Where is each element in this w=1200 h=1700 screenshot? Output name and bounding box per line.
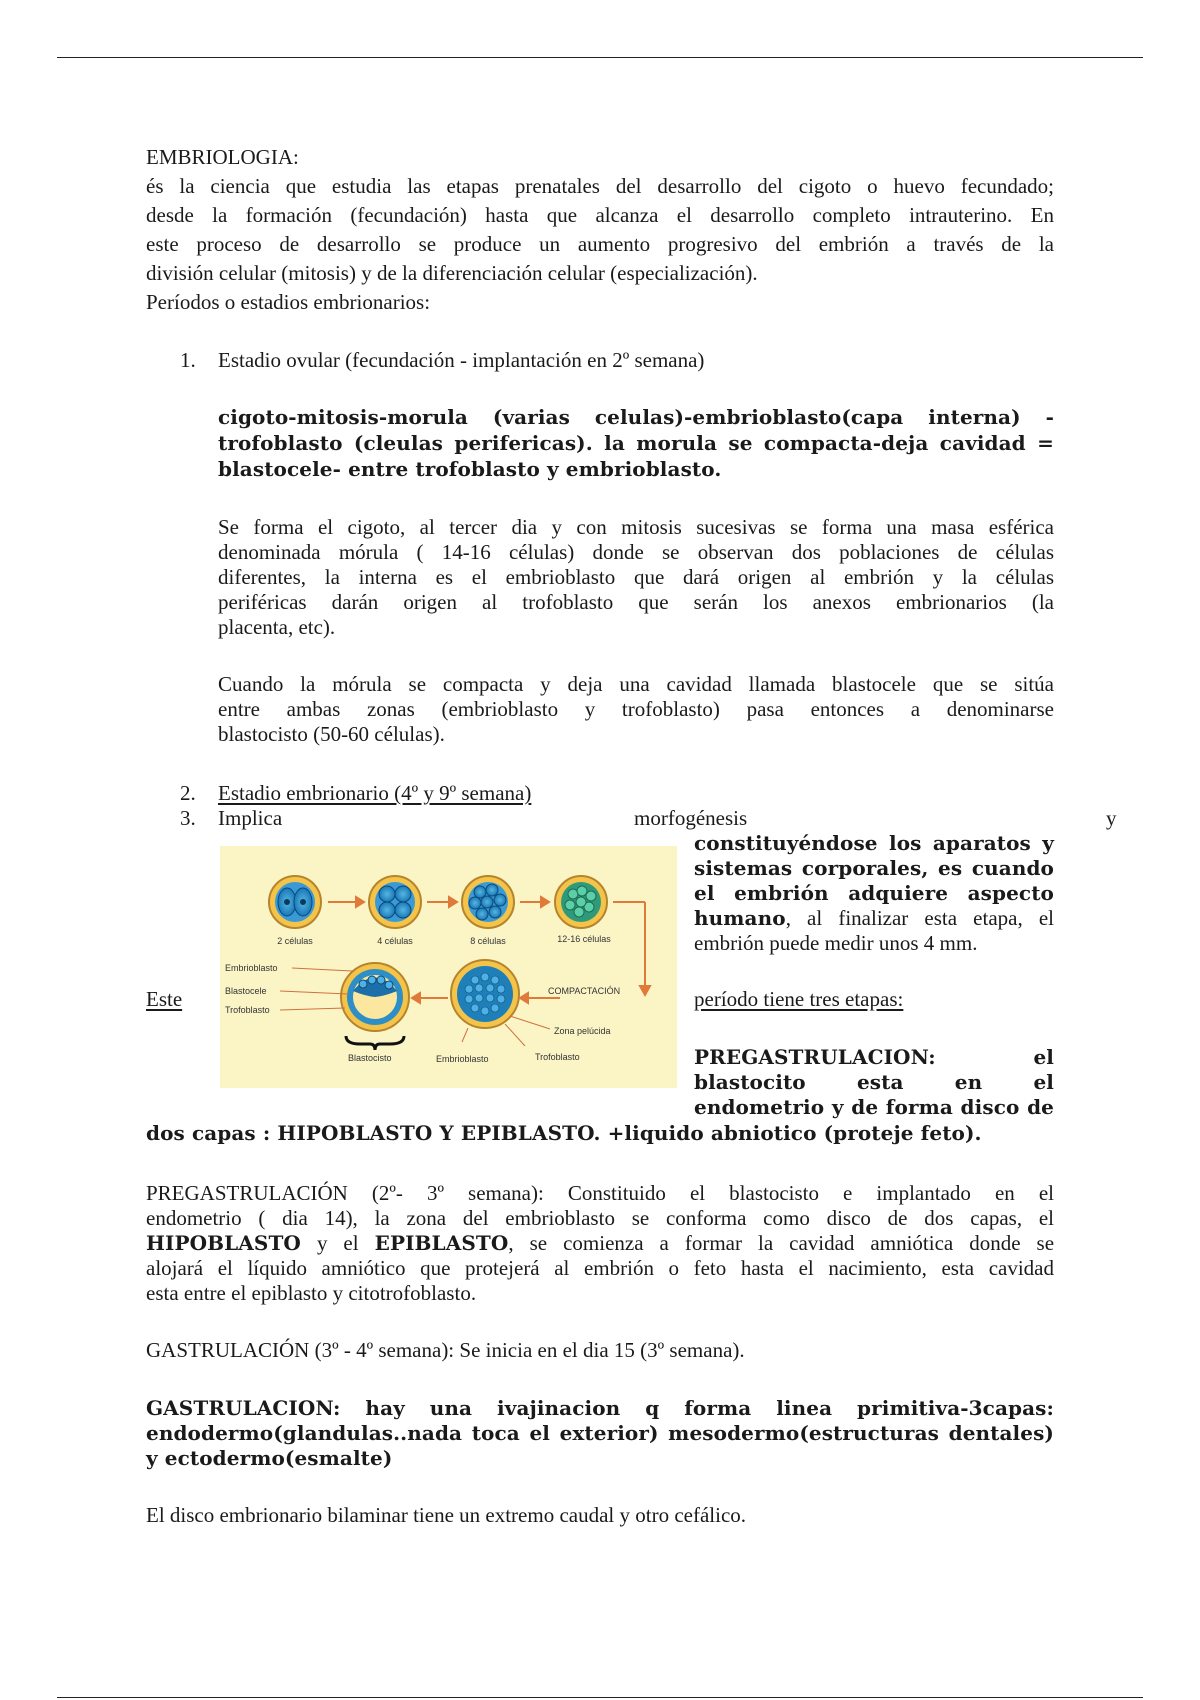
gastrulacion-bold-line: y ectodermo(esmalte)	[146, 1446, 393, 1470]
este-right-text: período tiene tres etapas:	[694, 987, 904, 1011]
disco-line: El disco embrionario bilaminar tiene un extremo caudal y otro cefálico.	[146, 1503, 747, 1527]
rightcol-line	[694, 905, 1054, 931]
pregas-line: endometrio y de forma disco de	[694, 1095, 1054, 1119]
morula-line: entre ambas zonas (embrioblasto y trofoblasto) pasa entonces a denominarse	[218, 697, 1054, 721]
cigoto-line: periféricas darán origen al trofoblasto que serán los anexos embrionarios (la	[218, 590, 1054, 614]
rightcol-rest: , al finalizar esta etapa, el	[785, 906, 1054, 930]
blastocyst	[341, 963, 409, 1031]
este-left	[146, 986, 206, 1012]
compacted-morula	[451, 960, 519, 1028]
label-embrioblasto: Embrioblasto	[225, 963, 278, 973]
item3-word2: morfogénesis	[634, 806, 748, 830]
pregas-mid: y el	[300, 1231, 375, 1255]
label-12-16-cells: 12-16 células	[557, 934, 611, 944]
stage-8-cells	[462, 876, 514, 928]
cigoto-line: diferentes, la interna es el embrioblasto que dará origen al embrión y la células	[218, 565, 1054, 589]
rightcol-line: el embrión adquiere aspecto	[694, 881, 1054, 905]
rightcol-line: constituyéndose los aparatos y	[694, 831, 1054, 855]
top-rule	[57, 57, 1143, 58]
blastocyst-figure	[220, 846, 677, 1088]
rightcol-line: embrión puede medir unos 4 mm.	[694, 931, 978, 955]
label-embrioblasto-bottom: Embrioblasto	[436, 1054, 489, 1064]
pregas-para-line: esta entre el epiblasto y citotrofoblasto.	[146, 1281, 477, 1305]
bold-note-line: trofoblasto (cleulas perifericas). la morula se compacta-deja cavidad =	[218, 431, 1054, 455]
intro-line: desde la formación (fecundación) hasta que alcanza el desarrollo completo intrauterino. En	[146, 203, 1054, 227]
label-8-cells: 8 células	[470, 936, 506, 946]
label-trofoblasto-bottom: Trofoblasto	[535, 1052, 580, 1062]
item3-word1: Implica	[218, 806, 283, 830]
bold-note-line: cigoto-mitosis-morula (varias celulas)-embrioblasto(capa interna) -	[218, 405, 1054, 429]
cigoto-line: denominada mórula ( 14-16 células) donde se observan dos poblaciones de células	[218, 540, 1054, 564]
label-compactacion: COMPACTACIÓN	[548, 986, 621, 996]
intro-line: este proceso de desarrollo se produce un aumento progresivo del embrión a través de la	[146, 232, 1054, 256]
item3-word3: y	[1106, 806, 1117, 830]
cigoto-line: Se forma el cigoto, al tercer dia y con mitosis sucesivas se forma una masa esférica	[218, 515, 1054, 539]
intro-line: és la ciencia que estudia las etapas prenatales del desarrollo del cigoto o huevo fecundado;	[146, 174, 1054, 198]
gastrulacion-bold-line: GASTRULACION: hay una ivajinacion q forma linea primitiva-3capas:	[146, 1396, 1054, 1420]
rightcol-line: sistemas corporales, es cuando	[694, 856, 1054, 880]
pregas-para-line: PREGASTRULACIÓN (2º- 3º semana): Constituido el blastocisto e implantado en el	[146, 1181, 1054, 1205]
pregas-para-line: alojará el líquido amniótico que protejerá al embrión o feto hasta el nacimiento, esta cavidad	[146, 1256, 1054, 1280]
blastocyst-brace	[346, 1036, 404, 1050]
pregas-line: PREGASTRULACION: el	[694, 1045, 1054, 1069]
bold-note-line: blastocele- entre trofoblasto y embrioblasto.	[218, 457, 722, 481]
pregas-para-line: endometrio ( dia 14), la zona del embrioblasto se conforma como disco de dos capas, el	[146, 1206, 1054, 1230]
label-zona-pelucida: Zona pelúcida	[554, 1026, 611, 1036]
item3-number: 3.	[180, 806, 196, 830]
pregas-para-line	[146, 1230, 1054, 1256]
label-blastocele: Blastocele	[225, 986, 267, 996]
label-2-cells: 2 células	[277, 936, 313, 946]
pregas-full-line: dos capas : HIPOBLASTO Y EPIBLASTO. +liquido abniotico (proteje feto).	[146, 1121, 982, 1145]
pregas-line: blastocito esta en el	[694, 1070, 1054, 1094]
este-right	[694, 986, 1054, 1012]
item2-text	[218, 780, 1054, 806]
periods-heading: Períodos o estadios embrionarios:	[146, 290, 431, 314]
intro-line: división celular (mitosis) y de la diferenciación celular (especialización).	[146, 261, 758, 285]
item2-number: 2.	[180, 781, 196, 805]
bold-humano: humano	[694, 906, 786, 930]
blastocyst-diagram	[220, 846, 677, 1088]
item2-link-text: Estadio embrionario (4º y 9º semana)	[218, 781, 532, 805]
item1-number: 1.	[180, 348, 196, 372]
pregas-rest: , se comienza a formar la cavidad amniótica donde se	[508, 1231, 1055, 1255]
label-blastocisto: Blastocisto	[348, 1053, 392, 1063]
stage-2-cells	[269, 876, 321, 928]
label-4-cells: 4 células	[377, 936, 413, 946]
item1-text: Estadio ovular (fecundación - implantación en 2º semana)	[218, 348, 705, 372]
gastrulacion-bold-line: endodermo(glandulas..nada toca el exterior) mesodermo(estructuras dentales)	[146, 1421, 1054, 1445]
stage-12-16-cells	[555, 876, 607, 928]
stage-4-cells	[369, 876, 421, 928]
bold-hipoblasto: HIPOBLASTO	[146, 1231, 301, 1255]
bottom-rule	[57, 1697, 1143, 1698]
doc-title: EMBRIOLOGIA:	[146, 145, 299, 169]
bold-epiblasto: EPIBLASTO	[374, 1231, 509, 1255]
morula-line: Cuando la mórula se compacta y deja una cavidad llamada blastocele que se sitúa	[218, 672, 1054, 696]
morula-line: blastocisto (50-60 células).	[218, 722, 445, 746]
cigoto-line: placenta, etc).	[218, 615, 336, 639]
gastrulacion-line: GASTRULACIÓN (3º - 4º semana): Se inicia en el dia 15 (3º semana).	[146, 1338, 745, 1362]
este-left-text: Este	[146, 987, 183, 1011]
label-trofoblasto: Trofoblasto	[225, 1005, 270, 1015]
